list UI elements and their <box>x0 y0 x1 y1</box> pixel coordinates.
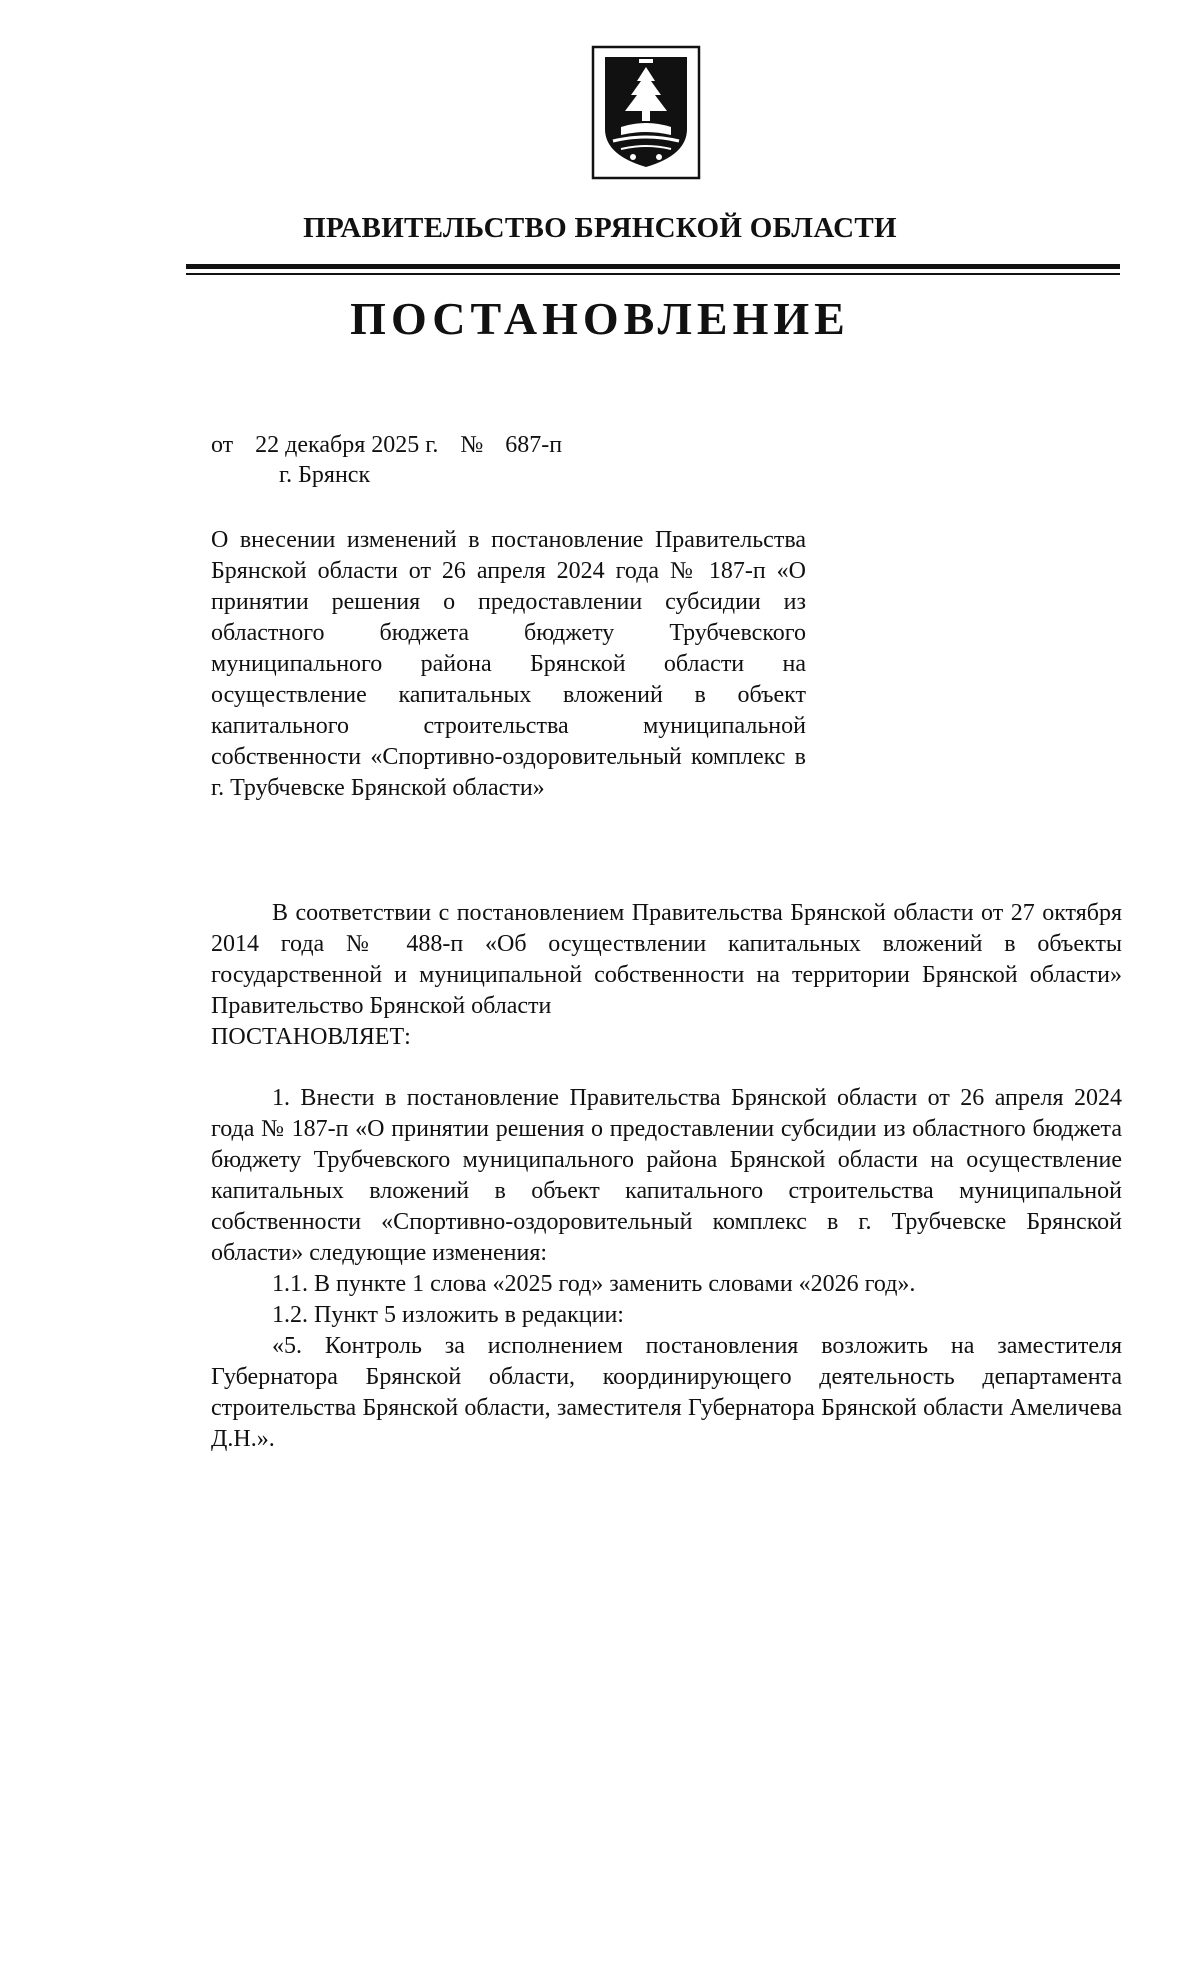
item-1: 1. Внести в постановление Правительства Брянской области от 26 апреля 2024 года № 187-п «О принятии решения о предоставлении субсидии из областного бюджета бюджету Трубчевского муниципального района Брянской области на осуществление капитальных вложений в объект капитального строительства муниципальной собственности «Спортивно-оздоровительный комплекс в г. Трубчевске Брянской области» следующие изменения: <box>211 1085 1122 1266</box>
decree-items <box>211 1083 1122 1455</box>
preamble-block <box>211 898 1122 1053</box>
document-date-number <box>211 430 562 460</box>
coat-of-arms-icon <box>591 45 701 180</box>
header-rule-thick <box>186 264 1120 269</box>
date-prefix: от <box>211 432 234 458</box>
document-city: г. Брянск <box>279 462 371 488</box>
number-sign: № <box>460 432 484 458</box>
decree-word: ПОСТАНОВЛЯЕТ: <box>211 1024 411 1050</box>
government-name: ПРАВИТЕЛЬСТВО БРЯНСКОЙ ОБЛАСТИ <box>303 212 897 244</box>
document-date: 22 декабря 2025 г. <box>255 432 439 458</box>
document-type-title: ПОСТАНОВЛЕНИЕ <box>350 293 850 344</box>
preamble-paragraph: В соответствии с постановлением Правительства Брянской области от 27 октября 2014 года № 488-п «Об осуществлении капитальных вложений в объекты государственной и муниципальной собственности на территории Брянской области» Правительство Брянской области <box>211 900 1122 1019</box>
document-subject: О внесении изменений в постановление Правительства Брянской области от 26 апреля 2024 года № 187-п «О принятии решения о предоставлении субсидии из областного бюджета бюджету Трубчевского муниципального района Брянской области на осуществление капитальных вложений в объект капитального строительства муниципальной собственности «Спортивно-оздоровительный комплекс в г. Трубчевске Брянской области» <box>211 527 806 801</box>
item-1-2-text: «5. Контроль за исполнением постановления возложить на заместителя Губернатора Брянской области, координирующего деятельность департамента строительства Брянской области, заместителя Губернатора Брянской области Амеличева Д.Н.». <box>211 1333 1122 1452</box>
document-number: 687-п <box>505 432 563 458</box>
item-1-1: 1.1. В пункте 1 слова «2025 год» заменить словами «2026 год». <box>272 1271 916 1297</box>
item-1-2: 1.2. Пункт 5 изложить в редакции: <box>272 1302 624 1328</box>
header-rule-thin <box>186 273 1120 275</box>
